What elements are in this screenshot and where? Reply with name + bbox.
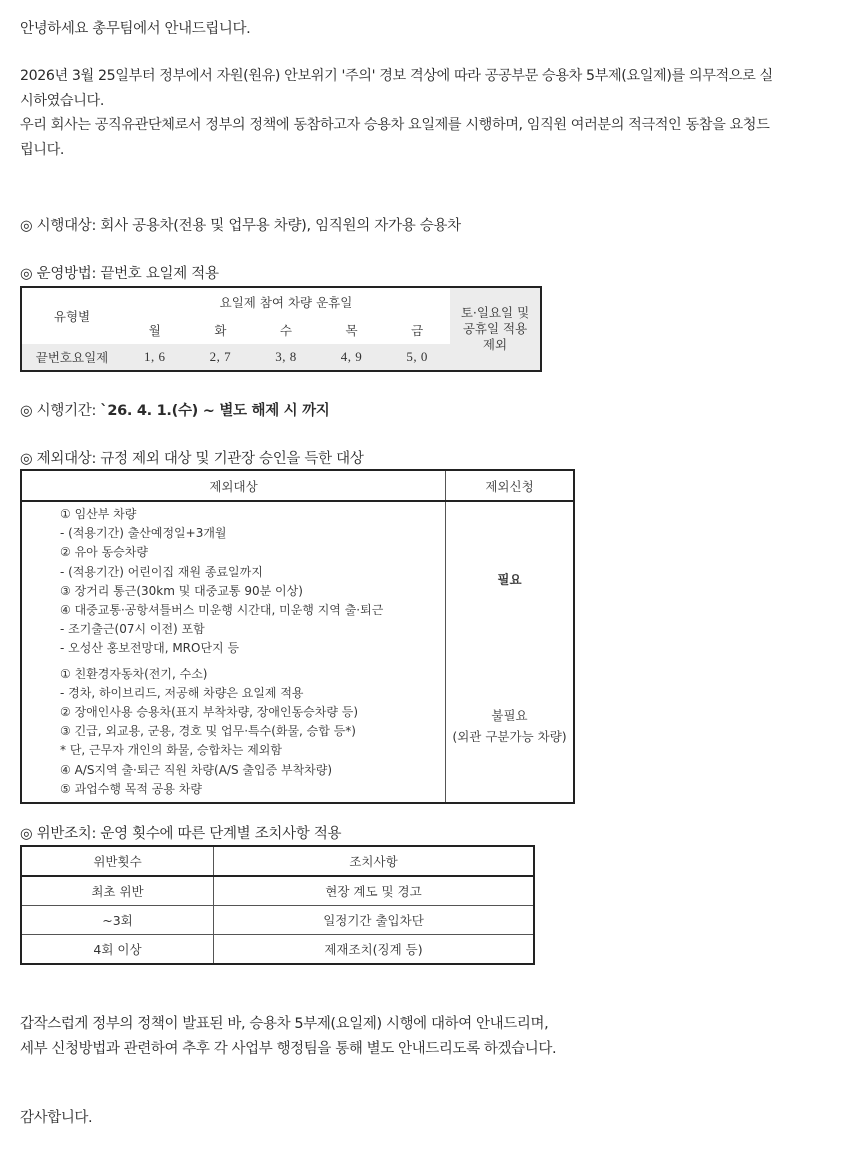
schedule-value-thu: 4, 9 bbox=[319, 344, 385, 371]
violation-count: 4회 이상 bbox=[21, 935, 214, 965]
schedule-day-tue: 화 bbox=[214, 323, 227, 338]
period-value: `26. 4. 1.(수) ~ 별도 해제 시 까지 bbox=[100, 403, 330, 419]
list-item: ④ 대중교통·공항셔틀버스 미운행 시간대, 미운행 지역 출·퇴근 bbox=[60, 603, 384, 618]
section-exempt: ◎ 제외대상: 규정 제외 대상 및 기관장 승인을 득한 대상 bbox=[20, 451, 364, 467]
intro-p2-line1: 우리 회사는 공직유관단체로서 정부의 정책에 동참하고자 승용차 요일제를 시행하며, 임직원 여러분의 적극적인 동참을 요청드 bbox=[20, 117, 770, 133]
table-row bbox=[21, 876, 534, 906]
schedule-row-label: 끝번호요일제 bbox=[21, 344, 122, 371]
exempt-not-required-label: 불필요 bbox=[491, 707, 528, 723]
list-item: ② 유아 동승차량 bbox=[60, 545, 148, 560]
violation-col2-header: 조치사항 bbox=[214, 846, 535, 876]
closing-line2: 세부 신청방법과 관련하여 추후 각 사업부 행정팀을 통해 별도 안내드리도록 하겠습니다. bbox=[20, 1041, 557, 1057]
section-period bbox=[20, 399, 330, 420]
schedule-note-line1: 토·일요일 및 bbox=[460, 305, 530, 320]
schedule-day-fri: 금 bbox=[411, 323, 424, 338]
intro-p1-line2: 시하였습니다. bbox=[20, 92, 104, 109]
violation-table bbox=[20, 845, 535, 965]
schedule-day-mon: 월 bbox=[148, 323, 161, 338]
schedule-note-line2: 공휴일 적용 bbox=[462, 321, 528, 336]
violation-count: 최초 위반 bbox=[21, 876, 214, 906]
closing-paragraph bbox=[20, 1012, 835, 1062]
schedule-day-wed: 수 bbox=[279, 323, 292, 338]
exempt-not-required-cell bbox=[446, 662, 575, 803]
list-item: ④ A/S지역 출·퇴근 직원 차량(A/S 출입증 부착차량) bbox=[60, 762, 333, 777]
section-method: ◎ 운영방법: 끝번호 요일제 적용 bbox=[20, 266, 219, 282]
table-row bbox=[21, 906, 534, 935]
intro-p2-line2: 립니다. bbox=[20, 141, 65, 158]
list-item: ③ 장거리 통근(30km 및 대중교통 90분 이상) bbox=[60, 583, 303, 598]
list-item: - (적용기간) 출산예정일+3개월 bbox=[60, 526, 227, 541]
list-item: - 경차, 하이브리드, 저공해 차량은 요일제 적용 bbox=[60, 685, 304, 700]
list-item: ③ 긴급, 외교용, 군용, 경호 및 업무·특수(화물, 승합 등*) bbox=[60, 724, 356, 739]
list-item: - 오성산 홍보전망대, MRO단지 등 bbox=[60, 641, 240, 656]
table-row bbox=[21, 935, 534, 965]
exempt-required-list bbox=[21, 501, 446, 662]
greeting bbox=[20, 17, 835, 42]
schedule-value-tue: 2, 7 bbox=[188, 344, 254, 371]
exempt-not-required-list bbox=[21, 662, 446, 803]
closing-thanks bbox=[20, 1106, 835, 1131]
schedule-table bbox=[20, 286, 542, 372]
section-violation: ◎ 위반조치: 운영 횟수에 따른 단계별 조치사항 적용 bbox=[20, 826, 342, 842]
violation-col1-header: 위반횟수 bbox=[21, 846, 214, 876]
exempt-required-label: 필요 bbox=[497, 572, 522, 587]
list-item: - (적용기간) 어린이집 재원 종료일까지 bbox=[60, 564, 263, 579]
exempt-table bbox=[20, 469, 575, 804]
schedule-note-line3: 제외 bbox=[482, 337, 508, 352]
intro-paragraph bbox=[20, 64, 835, 162]
schedule-value-mon: 1, 6 bbox=[122, 344, 188, 371]
list-item: * 단, 근무자 개인의 화물, 승합차는 제외함 bbox=[60, 743, 282, 758]
violation-action: 일정기간 출입차단 bbox=[214, 906, 535, 935]
violation-action: 현장 계도 및 경고 bbox=[214, 876, 535, 906]
exempt-required-cell bbox=[446, 501, 575, 662]
list-item: ⑤ 과업수행 목적 공용 차량 bbox=[60, 781, 202, 796]
closing-thanks-text: 감사합니다. bbox=[20, 1110, 93, 1126]
schedule-days-header: 요일제 참여 차량 운휴일 bbox=[219, 294, 353, 310]
schedule-day-thu: 목 bbox=[345, 323, 358, 338]
schedule-type-header: 유형별 bbox=[53, 309, 91, 325]
exempt-not-required-note: (외관 구분가능 차량) bbox=[452, 728, 567, 744]
list-item: ① 친환경자동차(전기, 수소) bbox=[60, 666, 208, 681]
schedule-value-fri: 5, 0 bbox=[384, 344, 450, 371]
schedule-note bbox=[450, 287, 541, 371]
closing-line1: 갑작스럽게 정부의 정책이 발표된 바, 승용차 5부제(요일제) 시행에 대하여 안내드리며, bbox=[20, 1016, 549, 1032]
exempt-col2-header: 제외신청 bbox=[446, 470, 575, 501]
exempt-col1-header: 제외대상 bbox=[21, 470, 446, 501]
section-target: ◎ 시행대상: 회사 공용차(전용 및 업무용 차량), 임직원의 자가용 승용차 bbox=[20, 218, 461, 234]
list-item: - 조기출근(07시 이전) 포함 bbox=[60, 622, 205, 637]
violation-count: ~3회 bbox=[21, 906, 214, 935]
greeting-text: 안녕하세요 총무팀에서 안내드립니다. bbox=[20, 21, 251, 37]
violation-action: 제재조치(징계 등) bbox=[214, 935, 535, 965]
list-item: ① 임산부 차량 bbox=[60, 507, 137, 521]
intro-p1-line1: 2026년 3월 25일부터 정부에서 자원(원유) 안보위기 '주의' 경보 격상에 따라 공공부문 승용차 5부제(요일제)를 의무적으로 실 bbox=[20, 68, 773, 84]
period-label: ◎ 시행기간: bbox=[20, 403, 101, 419]
list-item: ② 장애인사용 승용차(표지 부착차량, 장애인동승차량 등) bbox=[60, 705, 359, 720]
schedule-value-wed: 3, 8 bbox=[253, 344, 319, 371]
